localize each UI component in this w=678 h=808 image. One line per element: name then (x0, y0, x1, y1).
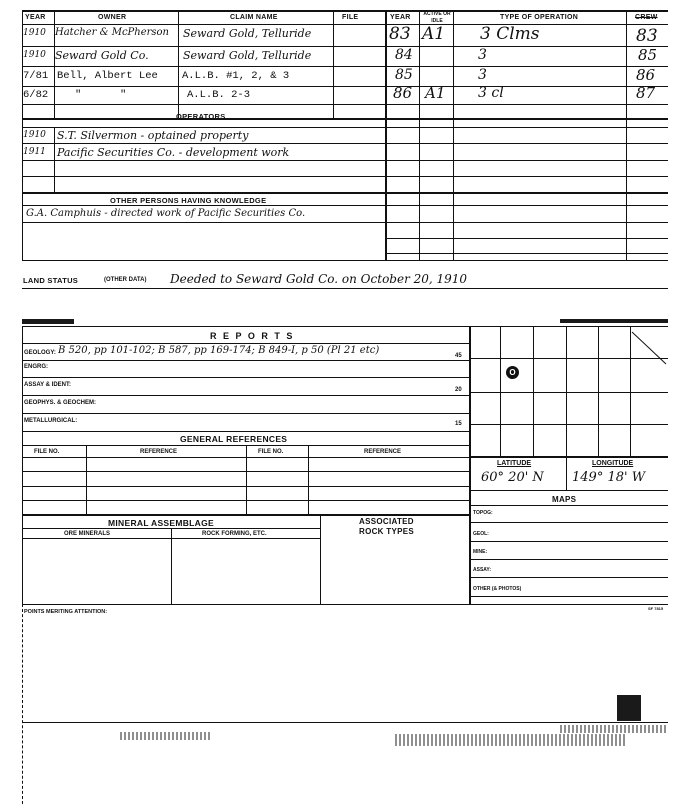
land-status-sub: (OTHER DATA) (104, 277, 147, 283)
knowledge-row: G.A. Camphuis - directed work of Pacific Securities Co. (26, 208, 306, 219)
operator-text: S.T. Silvermon - optained property (57, 129, 249, 142)
header-file: FILE (342, 14, 359, 21)
claim-row-claim-name: A.L.B. #1, 2, & 3 (182, 70, 290, 82)
header-claim-name: CLAIM NAME (230, 14, 278, 21)
reports-assay-label: ASSAY & IDENT: (24, 382, 72, 388)
latitude-label: LATITUDE (497, 460, 532, 467)
reports-geology-num: 45 (455, 353, 462, 359)
claim-row-crew: 87 (636, 84, 656, 102)
general-references-title: GENERAL REFERENCES (180, 434, 288, 444)
claim-row-crew: 83 (636, 26, 658, 46)
ore-minerals-label: ORE MINERALS (64, 531, 111, 537)
claim-row-year: 1910 (23, 28, 46, 38)
claim-row-owner-ditto: " (120, 89, 127, 101)
claim-row-active: A1 (425, 84, 446, 102)
reports-metallurgical-label: METALLURGICAL: (24, 418, 78, 424)
claim-row-year: 6/82 (23, 89, 49, 101)
ref-col-reference: REFERENCE (140, 449, 178, 455)
maps-title: MAPS (552, 495, 577, 504)
claim-row-operation: 3 cl (478, 85, 504, 101)
maps-other-label: OTHER (& PHOTOS) (473, 586, 522, 592)
reports-title: R E P O R T S (210, 331, 295, 341)
operator-text: Pacific Securities Co. - development work (57, 146, 290, 159)
claim-row-year: 7/81 (23, 70, 49, 82)
knowledge-title: OTHER PERSONS HAVING KNOWLEDGE (110, 196, 267, 205)
maps-geol-label: GEOL: (473, 531, 489, 537)
mineral-assemblage-title: MINERAL ASSEMBLAGE (108, 518, 214, 528)
claim-row-crew: 86 (636, 66, 656, 84)
scan-rule (22, 722, 668, 723)
rock-forming-label: ROCK FORMING, ETC. (202, 531, 267, 537)
claim-row-claim-name: A.L.B. 2-3 (187, 89, 251, 101)
corner-slash-mark (630, 326, 668, 366)
claim-row-op-year: 86 (393, 84, 413, 102)
reports-assay-num: 20 (455, 387, 462, 393)
claim-row-op-year: 84 (395, 47, 413, 63)
scan-mark (560, 319, 668, 323)
claim-row-owner: " (75, 89, 82, 101)
header-year-2: YEAR (390, 14, 411, 21)
reports-geophys-label: GEOPHYS. & GEOCHEM: (24, 400, 97, 406)
claim-row-operation: 3 (478, 67, 487, 83)
claim-row-claim-name: Seward Gold, Telluride (183, 27, 312, 40)
claim-row-operation: 3 (478, 47, 487, 63)
header-owner: OWNER (98, 14, 127, 21)
ref-col-reference-2: REFERENCE (364, 449, 402, 455)
scan-smudge (560, 725, 668, 733)
land-status-value: Deeded to Seward Gold Co. on October 20, 1910 (170, 272, 468, 286)
operator-year: 1910 (23, 130, 46, 140)
reports-metallurgical-num: 15 (455, 421, 462, 427)
maps-mine-label: MINE: (473, 549, 488, 555)
maps-assay-label: ASSAY: (473, 567, 492, 573)
operator-year: 1911 (23, 147, 46, 157)
claim-row-year: 1910 (23, 50, 46, 60)
scan-mark (617, 695, 641, 721)
location-marker-icon: O (506, 366, 519, 379)
header-type-of-operation: TYPE OF OPERATION (500, 14, 579, 21)
claim-row-claim-name: Seward Gold, Telluride (183, 49, 312, 62)
associated-label: ASSOCIATED (359, 517, 414, 526)
reports-geology-value: B 520, pp 101-102; B 587, pp 169-174; B 849-I, p 50 (Pl 21 etc) (58, 345, 380, 356)
claim-row-active: A1 (422, 24, 446, 44)
operators-title: OPERATORS (176, 112, 226, 121)
scan-smudge (395, 734, 625, 746)
header-year: YEAR (25, 14, 46, 21)
form-number: SF 7815 (648, 606, 664, 611)
maps-topog-label: TOPOG: (473, 510, 493, 516)
reports-engrg-label: ENGRG: (24, 364, 48, 370)
claim-row-op-year: 83 (389, 24, 411, 44)
claim-row-operation: 3 Clms (480, 24, 540, 44)
reports-geology-label: GEOLOGY: (24, 350, 56, 356)
header-active-idle: ACTIVE OR IDLE (423, 11, 451, 24)
header-crew: CREW (635, 14, 658, 21)
land-status-label: LAND STATUS (23, 276, 79, 285)
longitude-label: LONGITUDE (592, 460, 634, 467)
scan-mark (22, 319, 74, 324)
points-label: POINTS MERITING ATTENTION: (24, 609, 108, 615)
claim-row-owner: Hatcher & McPherson (55, 27, 169, 38)
longitude-value: 149° 18' W (572, 470, 646, 485)
claim-row-op-year: 85 (395, 67, 413, 83)
claim-row-owner: Bell, Albert Lee (57, 70, 158, 82)
scan-smudge (120, 732, 210, 740)
claim-row-crew: 85 (638, 46, 658, 64)
ref-col-file-no-2: FILE NO. (258, 449, 284, 455)
ref-col-file-no: FILE NO. (34, 449, 60, 455)
latitude-value: 60° 20' N (481, 470, 544, 485)
rock-types-label: ROCK TYPES (359, 527, 415, 536)
claim-row-owner: Seward Gold Co. (55, 49, 149, 62)
